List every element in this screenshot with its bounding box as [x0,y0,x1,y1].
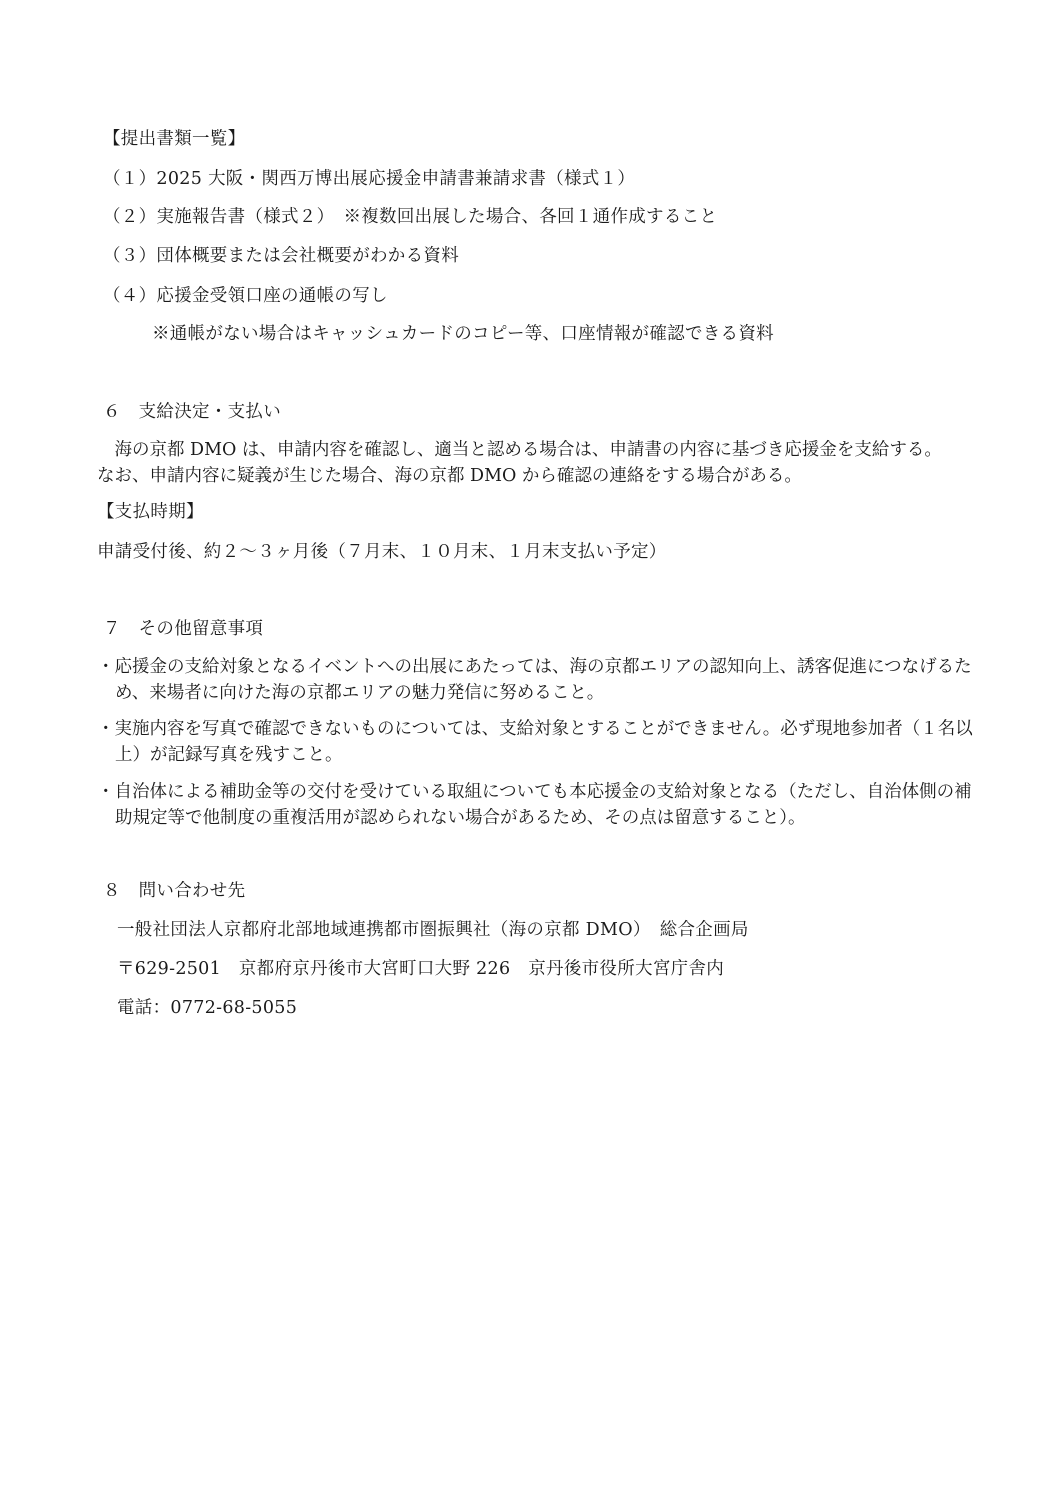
contact-phone: 電話：0772-68-5055 [117,998,298,1018]
payment-heading: 【支払時期】 [97,502,204,522]
document-note: ※通帳がない場合はキャッシュカードのコピー等、口座情報が確認できる資料 [152,324,774,344]
payment-text: 申請受付後、約２～３ヶ月後（７月末、１０月末、１月末支払い予定） [97,542,667,562]
contact-organization: 一般社団法人京都府北部地域連携都市圏振興社（海の京都 DMO） 総合企画局 [117,920,749,940]
contact-address: 〒629-2501 京都府京丹後市大宮町口大野 226 京丹後市役所大宮庁舎内 [117,959,725,979]
section8-title: ８ 問い合わせ先 [103,881,246,901]
document-item-2: （２）実施報告書（様式２） ※複数回出展した場合、各回１通作成すること [103,207,718,227]
section6-body: 海の京都 DMO は、申請内容を確認し、適当と認める場合は、申請書の内容に基づき応援金を支給する。なお、申請内容に疑義が生じた場合、海の京都 DMO から確認の連絡をする場合がある。 [97,440,942,486]
document-item-1: （１）2025 大阪・関西万博出展応援金申請書兼請求書（様式１） [103,169,636,189]
document-item-4: （４）応援金受領口座の通帳の写し [103,286,388,306]
notice-bullet-3: ・自治体による補助金等の交付を受けている取組についても本応援金の支給対象となる（ただし、自治体側の補助規定等で他制度の重複活用が認められない場合があるため、その点は留意すること）。 [97,782,972,828]
section7-title: ７ その他留意事項 [103,619,264,639]
notice-bullet-1: ・応援金の支給対象となるイベントへの出展にあたっては、海の京都エリアの認知向上、誘客促進につなげるため、来場者に向けた海の京都エリアの魅力発信に努めること。 [97,657,972,703]
notice-bullet-2: ・実施内容を写真で確認できないものについては、支給対象とすることができません。必ず現地参加者（１名以上）が記録写真を残すこと。 [97,719,973,765]
documents-heading: 【提出書類一覧】 [103,129,246,149]
document-item-3: （３）団体概要または会社概要がわかる資料 [103,246,459,266]
section6-title: ６ 支給決定・支払い [103,402,281,422]
